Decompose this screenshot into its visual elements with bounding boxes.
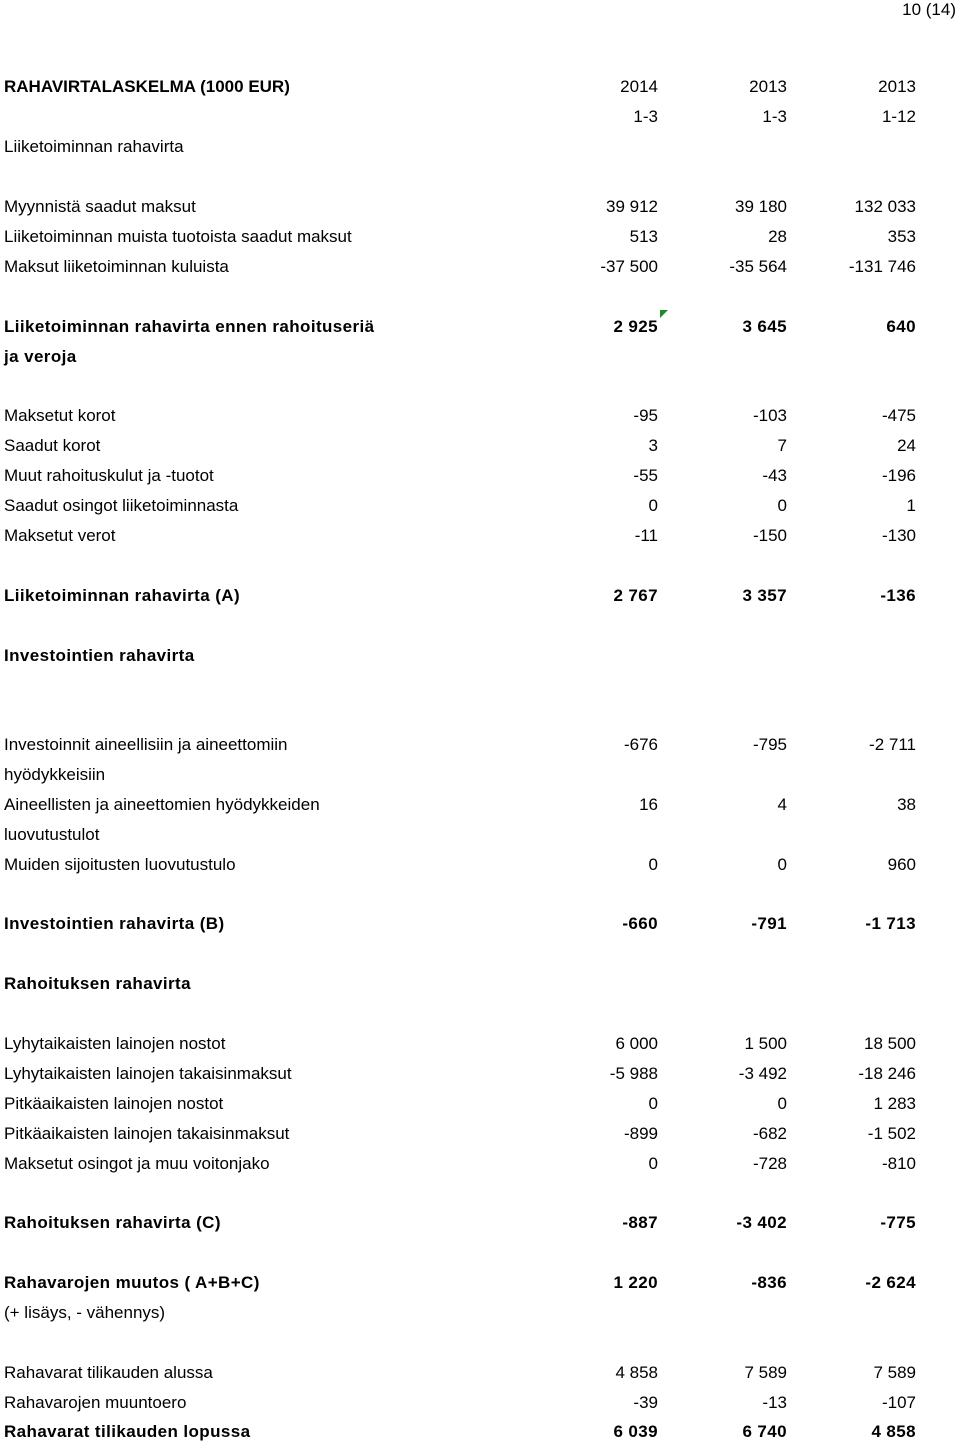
subtotal-row-continued bbox=[0, 347, 960, 377]
row-label: Lyhytaikaisten lainojen nostot bbox=[4, 1034, 226, 1053]
table-row bbox=[0, 795, 960, 825]
row-label: Investointien rahavirta (B) bbox=[4, 914, 225, 933]
row-label: Myynnistä saadut maksut bbox=[4, 197, 196, 216]
value-2014: -887 bbox=[622, 1213, 658, 1232]
value-2013-full: -475 bbox=[881, 406, 916, 425]
value-2014: -899 bbox=[623, 1124, 658, 1143]
row-label: Muut rahoituskulut ja -tuotot bbox=[4, 466, 214, 485]
value-2013-q1: -35 564 bbox=[729, 257, 787, 276]
row-label: Aineellisten ja aineettomien hyödykkeiden bbox=[4, 795, 320, 814]
row-label: Lyhytaikaisten lainojen takaisinmaksut bbox=[4, 1064, 292, 1083]
value-2014: -55 bbox=[633, 466, 658, 485]
value-2014: -39 bbox=[633, 1393, 658, 1412]
value-2013-full: -1 502 bbox=[867, 1124, 916, 1143]
statement-header bbox=[0, 77, 960, 107]
value-2014: -37 500 bbox=[600, 257, 658, 276]
year-2014: 2014 bbox=[620, 77, 658, 96]
statement-title: RAHAVIRTALASKELMA (1000 EUR) bbox=[4, 77, 290, 96]
total-row-investing bbox=[0, 914, 960, 944]
value-2013-full: 1 bbox=[906, 496, 916, 515]
total-row-operating bbox=[0, 586, 960, 616]
row-label: Liiketoiminnan muista tuotoista saadut maksut bbox=[4, 227, 352, 246]
value-2013-q1: -3 492 bbox=[738, 1064, 787, 1083]
table-row bbox=[0, 197, 960, 227]
section-heading-operating bbox=[0, 137, 960, 167]
row-label: Saadut osingot liiketoiminnasta bbox=[4, 496, 239, 515]
table-row-continued bbox=[0, 765, 960, 795]
value-2013-full: 4 858 bbox=[871, 1422, 916, 1441]
row-label: Maksetut korot bbox=[4, 406, 116, 425]
value-2014: 1 220 bbox=[613, 1273, 658, 1292]
table-row bbox=[0, 1393, 960, 1423]
value-2014: 6 000 bbox=[615, 1034, 658, 1053]
table-row bbox=[0, 406, 960, 436]
value-2013-q1: -728 bbox=[752, 1154, 787, 1173]
value-2013-q1: -3 402 bbox=[736, 1213, 787, 1232]
value-2013-q1: 4 bbox=[777, 795, 787, 814]
value-2013-q1: -682 bbox=[752, 1124, 787, 1143]
value-2014: 0 bbox=[648, 855, 658, 874]
row-label: Rahoituksen rahavirta (C) bbox=[4, 1213, 221, 1232]
value-2013-full: -2 624 bbox=[865, 1273, 916, 1292]
table-row bbox=[0, 257, 960, 287]
value-2013-q1: 7 bbox=[777, 436, 787, 455]
row-label: Maksetut osingot ja muu voitonjako bbox=[4, 1154, 270, 1173]
value-2014: -11 bbox=[634, 526, 658, 545]
value-2013-full: -810 bbox=[881, 1154, 916, 1173]
year-2013-q1: 2013 bbox=[749, 77, 787, 96]
value-2013-full: 24 bbox=[897, 436, 916, 455]
period-header bbox=[0, 107, 960, 137]
row-label: hyödykkeisiin bbox=[4, 765, 106, 784]
period-2013-full: 1-12 bbox=[881, 107, 916, 126]
value-2013-full: -107 bbox=[881, 1393, 916, 1412]
total-row-financing bbox=[0, 1213, 960, 1243]
row-label: Liiketoiminnan rahavirta ennen rahoituseriä bbox=[4, 317, 375, 336]
value-2013-q1: -791 bbox=[751, 914, 787, 933]
table-row bbox=[0, 855, 960, 885]
value-2014: 0 bbox=[648, 496, 658, 515]
value-2013-q1: -103 bbox=[752, 406, 787, 425]
value-2013-q1: 39 180 bbox=[735, 197, 787, 216]
value-2013-full: -130 bbox=[881, 526, 916, 545]
value-2013-full: -136 bbox=[880, 586, 916, 605]
value-2013-q1: 7 589 bbox=[744, 1363, 787, 1382]
value-2014: 3 bbox=[648, 436, 658, 455]
table-row bbox=[0, 227, 960, 257]
value-2014: -660 bbox=[622, 914, 658, 933]
row-label: Investoinnit aineellisiin ja aineettomiin bbox=[4, 735, 288, 754]
value-2014: 2 767 bbox=[613, 586, 658, 605]
table-row-continued bbox=[0, 825, 960, 855]
value-2014: 0 bbox=[648, 1154, 658, 1173]
section-label: Rahoituksen rahavirta bbox=[4, 974, 191, 993]
value-2013-q1: 28 bbox=[768, 227, 787, 246]
value-2014: 39 912 bbox=[606, 197, 658, 216]
value-2013-full: -196 bbox=[881, 466, 916, 485]
value-2013-full: 38 bbox=[897, 795, 916, 814]
value-2014: 6 039 bbox=[613, 1422, 658, 1441]
table-row bbox=[0, 1094, 960, 1124]
total-row-cash-end bbox=[0, 1422, 960, 1452]
table-row bbox=[0, 466, 960, 496]
value-2013-full: -18 246 bbox=[858, 1064, 916, 1083]
row-label: ja veroja bbox=[4, 347, 77, 366]
value-2014: 2 925 bbox=[613, 317, 658, 336]
table-row bbox=[0, 436, 960, 466]
section-heading-investing bbox=[0, 646, 960, 676]
table-row bbox=[0, 735, 960, 765]
row-label: Rahavarat tilikauden alussa bbox=[4, 1363, 213, 1382]
row-label: Pitkäaikaisten lainojen takaisinmaksut bbox=[4, 1124, 290, 1143]
table-row bbox=[0, 1363, 960, 1393]
value-2013-full: 960 bbox=[887, 855, 916, 874]
change-note bbox=[0, 1303, 960, 1333]
row-label: Rahavarat tilikauden lopussa bbox=[4, 1422, 251, 1441]
section-label: Liiketoiminnan rahavirta bbox=[4, 137, 184, 156]
value-2013-full: 18 500 bbox=[864, 1034, 916, 1053]
value-2013-q1: -795 bbox=[752, 735, 787, 754]
value-2013-q1: 1 500 bbox=[744, 1034, 787, 1053]
value-2013-q1: 0 bbox=[777, 496, 787, 515]
value-2014: -5 988 bbox=[609, 1064, 658, 1083]
value-2013-q1: 3 357 bbox=[742, 586, 787, 605]
period-2014: 1-3 bbox=[633, 107, 658, 126]
value-2013-full: 7 589 bbox=[873, 1363, 916, 1382]
value-2013-q1: -836 bbox=[751, 1273, 787, 1292]
period-2013-q1: 1-3 bbox=[762, 107, 787, 126]
value-2014: -95 bbox=[633, 406, 658, 425]
year-2013-full: 2013 bbox=[878, 77, 916, 96]
row-label: (+ lisäys, - vähennys) bbox=[4, 1303, 166, 1322]
row-label: Muiden sijoitusten luovutustulo bbox=[4, 855, 236, 874]
value-2013-q1: 0 bbox=[777, 1094, 787, 1113]
subtotal-row bbox=[0, 317, 960, 347]
section-label: Investointien rahavirta bbox=[4, 646, 195, 665]
row-label: luovutustulot bbox=[4, 825, 100, 844]
value-2014: 0 bbox=[648, 1094, 658, 1113]
table-row bbox=[0, 1154, 960, 1184]
table-row bbox=[0, 1034, 960, 1064]
value-2013-q1: 6 740 bbox=[742, 1422, 787, 1441]
row-label: Rahavarojen muuntoero bbox=[4, 1393, 187, 1412]
value-2013-full: -131 746 bbox=[848, 257, 916, 276]
value-2013-q1: -43 bbox=[762, 466, 787, 485]
value-2013-full: 1 283 bbox=[873, 1094, 916, 1113]
total-row-change bbox=[0, 1273, 960, 1303]
value-2013-full: -775 bbox=[880, 1213, 916, 1232]
table-row bbox=[0, 496, 960, 526]
table-row bbox=[0, 1064, 960, 1094]
value-2013-q1: -150 bbox=[752, 526, 787, 545]
value-2013-full: -2 711 bbox=[869, 735, 916, 754]
value-2013-full: 640 bbox=[886, 317, 916, 336]
row-label: Saadut korot bbox=[4, 436, 101, 455]
row-label: Maksut liiketoiminnan kuluista bbox=[4, 257, 229, 276]
value-2014: -676 bbox=[623, 735, 658, 754]
value-2013-q1: 3 645 bbox=[742, 317, 787, 336]
value-2013-full: 132 033 bbox=[854, 197, 916, 216]
page-number: 10 (14) bbox=[902, 0, 956, 19]
row-label: Pitkäaikaisten lainojen nostot bbox=[4, 1094, 224, 1113]
row-label: Liiketoiminnan rahavirta (A) bbox=[4, 586, 241, 605]
value-2014: 16 bbox=[639, 795, 658, 814]
row-label: Rahavarojen muutos ( A+B+C) bbox=[4, 1273, 260, 1292]
table-row bbox=[0, 1124, 960, 1154]
table-row bbox=[0, 526, 960, 556]
value-2013-q1: -13 bbox=[762, 1393, 787, 1412]
value-2013-full: 353 bbox=[887, 227, 916, 246]
value-2014: 4 858 bbox=[615, 1363, 658, 1382]
value-2014: 513 bbox=[629, 227, 658, 246]
value-2013-full: -1 713 bbox=[865, 914, 916, 933]
section-heading-financing bbox=[0, 974, 960, 1004]
value-2013-q1: 0 bbox=[777, 855, 787, 874]
row-label: Maksetut verot bbox=[4, 526, 116, 545]
